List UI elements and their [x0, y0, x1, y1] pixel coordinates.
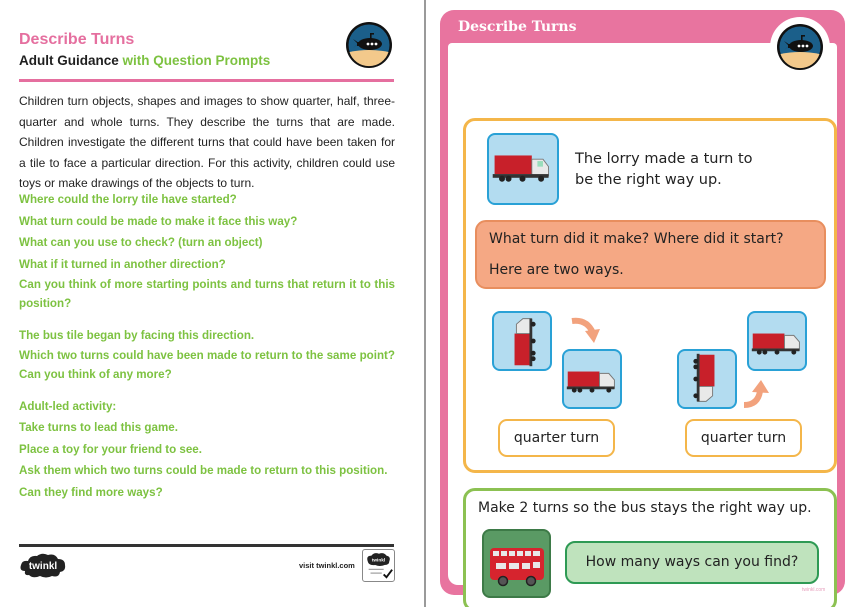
svg-text:twinkl: twinkl [371, 557, 386, 563]
turn-label-way-1: quarter turn [498, 419, 615, 457]
card-logo-badge [770, 17, 830, 77]
question-prompts [19, 190, 395, 504]
prompt: What if it turned in another direction? [19, 257, 226, 271]
challenge-text: Make 2 turns so the bus stays the right way up. [478, 500, 812, 516]
watermark: twinkl.com [802, 587, 826, 593]
prompt: Take turns to lead this game. [19, 421, 178, 434]
lorry-icon [489, 135, 556, 202]
bus-challenge-panel [463, 488, 837, 607]
question-line-1: What turn did it make? Where did it start? [489, 231, 784, 247]
prompt: Where could the lorry tile have started? [19, 193, 237, 206]
lead-line-2: be the right way up. [575, 172, 722, 188]
lorry-icon-rotated-up [494, 313, 550, 369]
prompt: The bus tile began by facing this direction. [19, 328, 255, 342]
turn-label-way-2: quarter turn [685, 419, 802, 457]
card-title: Describe Turns [458, 19, 577, 35]
lorry-panel [463, 118, 837, 473]
lorry-icon [749, 313, 805, 369]
question-line-2: Here are two ways. [489, 262, 624, 278]
quality-badge-icon [362, 549, 395, 582]
lorry-tile-end [747, 311, 807, 371]
activity-heading: Adult-led activity: [19, 399, 117, 413]
lorry-description [575, 149, 753, 191]
page-subtitle [19, 53, 270, 68]
adult-guidance-page [0, 0, 424, 607]
footer-divider [19, 544, 394, 547]
clockwise-arrow-icon [569, 313, 603, 347]
bus-tile [482, 529, 551, 598]
prompt: Place a toy for your friend to see. [19, 442, 202, 456]
activity-card [440, 10, 845, 595]
anticlockwise-arrow-icon [742, 377, 772, 409]
prompt: Can they find more ways? [19, 485, 163, 499]
lorry-tile-end [562, 349, 622, 409]
card-body [448, 43, 837, 585]
lorry-tile-start-up [492, 311, 552, 371]
submarine-icon [345, 21, 393, 69]
prompt: What turn could be made to make it face this way? [19, 214, 298, 228]
visit-link[interactable]: visit twinkl.com [299, 561, 355, 570]
how-many-ways-prompt: How many ways can you find? [565, 541, 819, 584]
lorry-tile-start-down [677, 349, 737, 409]
subtitle-question-prompts: with Question Prompts [122, 53, 271, 68]
prompt: Can you think of more starting points and turns that return it to this position? [19, 278, 395, 310]
twinkl-logo-icon[interactable] [19, 551, 67, 579]
lead-line-1: The lorry made a turn to [575, 151, 753, 167]
question-box [475, 220, 826, 289]
prompt: Which two turns could have been made to return to the same point? Can you think of any more? [19, 349, 395, 381]
intro-paragraph: Children turn objects, shapes and images to show quarter, half, three-quarter and whole turns. They describe the turns that are made. Children investigate the different turns that could have been taken for a tile to face a particular direction. For this activity, children could use toys or make drawings of the objects to turn. [19, 94, 395, 190]
lorry-tile [487, 133, 559, 205]
svg-text:twinkl: twinkl [28, 561, 58, 572]
subtitle-adult-guidance: Adult Guidance [19, 53, 119, 68]
page-title: Describe Turns [19, 31, 135, 48]
page-divider [424, 0, 426, 607]
double-decker-bus-icon [484, 531, 549, 596]
submarine-icon [776, 23, 824, 71]
prompt: Ask them which two turns could be made to return to this position. [19, 464, 388, 477]
lorry-icon-rotated-down [679, 351, 735, 407]
title-divider [19, 79, 394, 82]
prompt: What can you use to check? (turn an object) [19, 236, 263, 249]
lorry-icon [564, 351, 620, 407]
